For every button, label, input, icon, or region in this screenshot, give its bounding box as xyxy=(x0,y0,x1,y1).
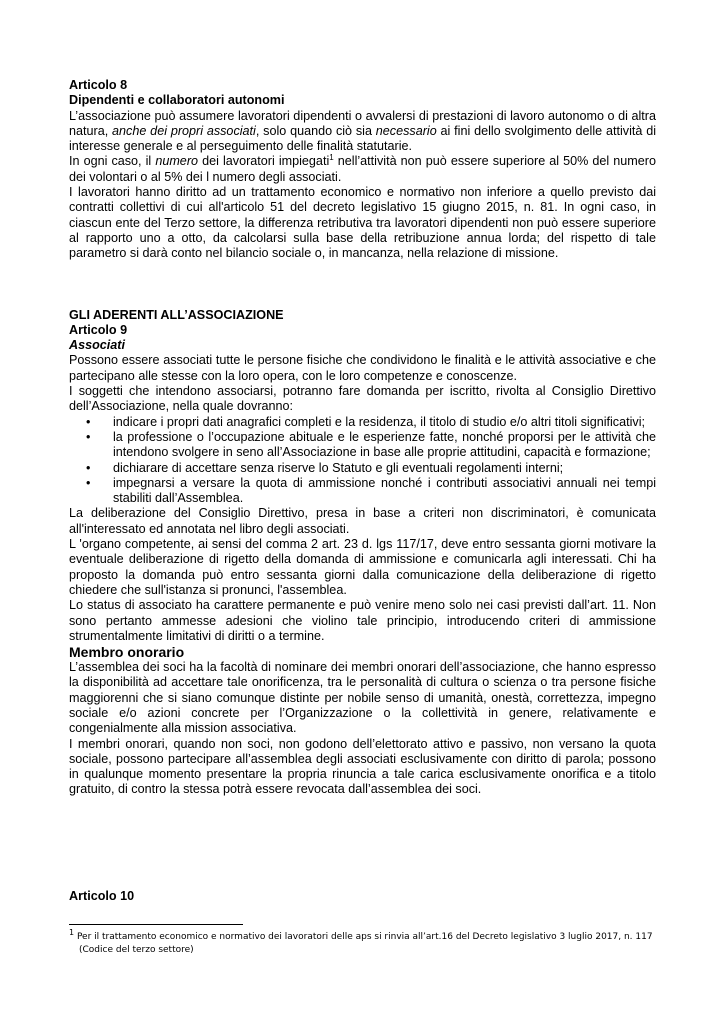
list-item xyxy=(86,475,656,507)
article-8-paragraph-1 xyxy=(69,109,656,155)
requirements-list xyxy=(69,415,656,507)
list-item-text: impegnarsi a versare la quota di ammissione nonché i contributi associativi annuali nei tempi stabiliti dall’Assemblea. xyxy=(113,475,656,506)
section-title: GLI ADERENTI ALL’ASSOCIAZIONE xyxy=(69,307,284,322)
bullet-icon: • xyxy=(86,429,91,444)
article-9-paragraph-4: L 'organo competente, ai sensi del comma 2 art. 23 d. lgs 117/17, deve entro sessanta giorni motivare la eventuale deliberazione di rigetto della domanda di ammissione e comunicarla agli interessati. Chi ha proposto la domanda può entro sessanta giorni dalla comunicazione della deliberazione di rigetto chiedere che sull'istanza si pronunci, l'assemblea. xyxy=(69,537,656,597)
italic-run: numero xyxy=(155,154,199,169)
text-run: nell’attività non può essere superiore al 50% del numero dei volontari o al 5% dei l numero degli associati. xyxy=(69,154,657,184)
text-run: L’associazione può assumere lavoratori dipendenti o avvalersi di prestazioni di lavoro autonomo o di altra natura, xyxy=(69,108,656,138)
footnote xyxy=(69,928,659,957)
list-item-text: indicare i propri dati anagrafici completi e la residenza, il titolo di studio e/o altri titoli significativi; xyxy=(113,414,645,429)
article-10-title: Articolo 10 xyxy=(69,889,135,903)
article-8-title: Articolo 8 xyxy=(69,78,128,92)
spacer xyxy=(69,262,656,293)
bullet-icon: • xyxy=(86,475,91,490)
text-run: In ogni caso, il xyxy=(69,154,156,169)
honorary-paragraph-2: I membri onorari, quando non soci, non godono dell’elettorato attivo e passivo, non versano la quota sociale, possono partecipare all’assemblea degli associati esclusivamente con diritto di parola; possono in qualunque momento presentare la propria rinuncia a tale carica esclusivamente onorifica e a titolo gratuito, di contro la stessa potrà essere revocata dall’assemblea dei soci. xyxy=(69,736,656,797)
list-item xyxy=(86,414,656,430)
list-item-text: la professione o l’occupazione abituale e le esperienze fatte, nonché proporsi per le attività che intendono svolgere in seno all’Associazione in base alle proprie attitudini, capacità e formazione; xyxy=(113,429,656,460)
article-9-paragraph-3: La deliberazione del Consiglio Direttivo, presa in base a criteri non discriminatori, è comunicata all'interessato ed annotata nel libro degli associati. xyxy=(69,506,656,536)
footnote-reference[interactable]: 1 xyxy=(329,153,334,163)
article-9-subtitle: Associati xyxy=(69,338,125,353)
document-body xyxy=(69,78,656,798)
bullet-icon: • xyxy=(86,414,91,429)
text-run: dei lavoratori impiegati xyxy=(198,154,330,169)
article-9-title: Articolo 9 xyxy=(69,322,128,337)
list-item xyxy=(86,429,656,461)
footnote-text-block xyxy=(69,928,659,957)
article-9-paragraph-5: Lo status di associato ha carattere permanente e può venire meno solo nei casi previsti dall’art. 11. Non sono pertanto ammesse adesioni che violino tale principio, introducendo criteri di ammissione strumentalmente limitativi di diritti o a termine. xyxy=(69,598,656,643)
list-item-text: dichiarare di accettare senza riserve lo Statuto e gli eventuali regolamenti interni; xyxy=(113,460,564,475)
italic-run: necessario xyxy=(375,123,437,138)
footnote-text: Per il trattamento economico e normativo dei lavoratori delle aps si rinvia all’art.16 del Decreto legislativo 3 luglio 2017, n. 117 (Codice del terzo settore) xyxy=(74,932,653,955)
article-9-paragraph-2: I soggetti che intendono associarsi, potranno fare domanda per iscritto, rivolta al Consiglio Direttivo dell’Associazione, nella quale dovranno: xyxy=(69,384,656,414)
list-item xyxy=(86,460,656,476)
article-8-subtitle: Dipendenti e collaboratori autonomi xyxy=(69,93,285,108)
text-run: ai fini dello svolgimento delle attività di interesse generale e al perseguimento delle finalità statutarie. xyxy=(69,123,656,154)
bullet-icon: • xyxy=(86,460,91,475)
footnote-separator xyxy=(69,924,243,925)
text-run: , solo quando ciò sia xyxy=(255,123,376,138)
italic-run: anche dei propri associati xyxy=(112,123,256,138)
honorary-paragraph-1: L’assemblea dei soci ha la facoltà di nominare dei membri onorari dell’associazione, che hanno espresso la disponibilità ad accettare tale onorificenza, tra le personalità di cultura o scienza o tra persone fisiche maggiorenni che si siano comunque distinte per nobile senso di umanità, onestà, correttezza, impegno sociale e/o azioni concrete per l’Organizzazione o la collettività in genere, relativamente e congenialmente alla mission associativa. xyxy=(69,660,656,736)
article-9-paragraph-1: Possono essere associati tutte le persone fisiche che condividono le finalità e le attività associative e che partecipano alle stesse con la loro opera, con le loro competenze e conoscenze. xyxy=(69,353,656,383)
article-8-paragraph-2 xyxy=(69,154,656,185)
spacer xyxy=(69,293,656,308)
footnote-mark: 1 xyxy=(69,928,75,937)
honorary-member-title: Membro onorario xyxy=(69,644,185,661)
article-8-paragraph-3: I lavoratori hanno diritto ad un trattamento economico e normativo non inferiore a quello previsto dai contratti collettivi di cui all'articolo 51 del decreto legislativo 15 giugno 2015, n. 81. In ogni caso, in ciascun ente del Terzo settore, la differenza retributiva tra lavoratori dipendenti non può essere superiore al rapporto uno a otto, da calcolarsi sulla base della retribuzione annua lorda; del rispetto di tale parametro si darà conto nel bilancio sociale o, in mancanza, nella relazione di missione. xyxy=(69,185,656,261)
